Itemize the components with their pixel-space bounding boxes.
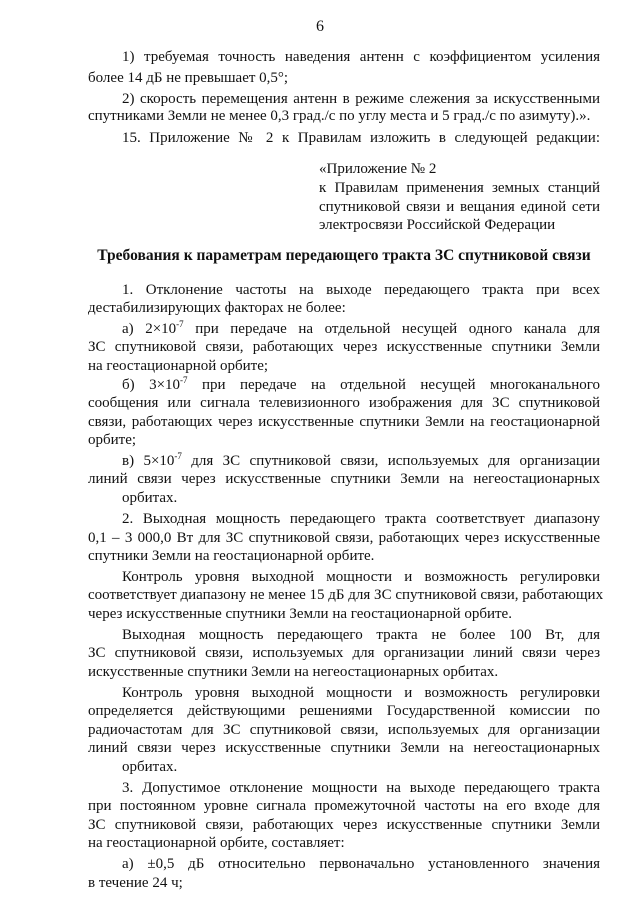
text-line: Контроль уровня выходной мощности и возможность регулировки: [122, 685, 600, 701]
text-line: дестабилизирующих факторах не более:: [88, 300, 346, 316]
text-line: орбитах.: [122, 759, 178, 775]
text-line: 2. Выходная мощность передающего тракта соответствует диапазону: [122, 511, 600, 527]
text-line: [88, 376, 600, 395]
section-heading: Требования к параметрам передающего тракта ЗС спутниковой связи: [97, 247, 591, 264]
text-span: при передаче на отдельной несущей одного канала для: [183, 321, 600, 337]
appendix-header-line: спутниковой связи и вещания единой сети: [319, 199, 600, 215]
text-line: орбитах.: [122, 490, 178, 506]
text-line: на геостационарной орбите, составляет:: [88, 835, 345, 851]
text-span: в) 5×10: [122, 453, 175, 469]
text-line: в течение 24 ч;: [88, 875, 183, 891]
text-line: 1) требуемая точность наведения антенн с коэффициентом усиления: [122, 49, 600, 65]
text-line: через искусственные спутники Земли на геостационарной орбите.: [88, 606, 512, 622]
text-span: для ЗС спутниковой связи, используемых для организации: [181, 453, 600, 469]
text-line: 15. Приложение № 2 к Правилам изложить в следующей редакции:: [122, 130, 600, 146]
text-line: определяется действующими решениями Государственной комиссии по: [88, 703, 600, 719]
exponent: -7: [180, 375, 188, 385]
exponent: -7: [174, 451, 182, 461]
text-line: Выходная мощность передающего тракта не более 100 Вт, для: [122, 627, 600, 643]
text-line: Контроль уровня выходной мощности и возможность регулировки: [122, 569, 600, 585]
text-line: спутники Земли на геостационарной орбите.: [88, 548, 375, 564]
text-line: 0,1 – 3 000,0 Вт для ЗС спутниковой связи, работающих через искусственные: [88, 530, 600, 546]
text-line: сообщения или сигнала телевизионного изображения для ЗС спутниковой: [88, 395, 600, 411]
text-line: орбите;: [88, 432, 137, 448]
text-line: [88, 320, 600, 339]
text-line: соответствует диапазону не менее 15 дБ для ЗС спутниковой связи, работающих: [88, 587, 604, 603]
text-line: ЗС спутниковой связи, работающих через искусственные спутники Земли: [88, 817, 600, 833]
text-line: ЗС спутниковой связи, работающих через искусственные спутники Земли: [88, 339, 600, 355]
appendix-header-line: электросвязи Российской Федерации: [319, 217, 556, 233]
text-line: на геостационарной орбите;: [88, 358, 269, 374]
page-number: 6: [316, 18, 324, 35]
text-line: связи, работающих через искусственные спутники Земли на геостационарной: [88, 414, 600, 430]
text-line: [88, 452, 600, 471]
text-line: радиочастотам для ЗС спутниковой связи, используемых для организации: [88, 722, 600, 738]
text-span: при передаче на отдельной несущей многоканального: [187, 377, 600, 393]
text-line: искусственные спутники Земли на негеостационарных орбитах.: [88, 664, 499, 680]
text-line: спутниками Земли не менее 0,3 град./с по углу места и 5 град./с по азимуту).».: [88, 108, 591, 124]
text-line: ЗС спутниковой связи, используемых для организации линий связи через: [88, 645, 600, 661]
appendix-header-line: «Приложение № 2: [319, 161, 437, 177]
text-span: б) 3×10: [122, 377, 181, 393]
text-line: 1. Отклонение частоты на выходе передающего тракта при всех: [122, 282, 600, 298]
text-line: 2) скорость перемещения антенн в режиме слежения за искусственными: [122, 91, 600, 107]
text-span: а) 2×10: [122, 321, 177, 337]
text-line: при постоянном уровне сигнала промежуточной частоты на его входе для: [88, 798, 600, 814]
text-line: линий связи через искусственные спутники Земли на негеостационарных: [88, 471, 600, 487]
exponent: -7: [176, 319, 184, 329]
text-line: более 14 дБ не превышает 0,5°;: [88, 70, 289, 86]
text-line: а) ±0,5 дБ относительно первоначально установленного значения: [122, 856, 600, 872]
text-line: 3. Допустимое отклонение мощности на выходе передающего тракта: [122, 780, 600, 796]
text-line: линий связи через искусственные спутники Земли на негеостационарных: [88, 740, 600, 756]
appendix-header-line: к Правилам применения земных станций: [319, 180, 600, 196]
